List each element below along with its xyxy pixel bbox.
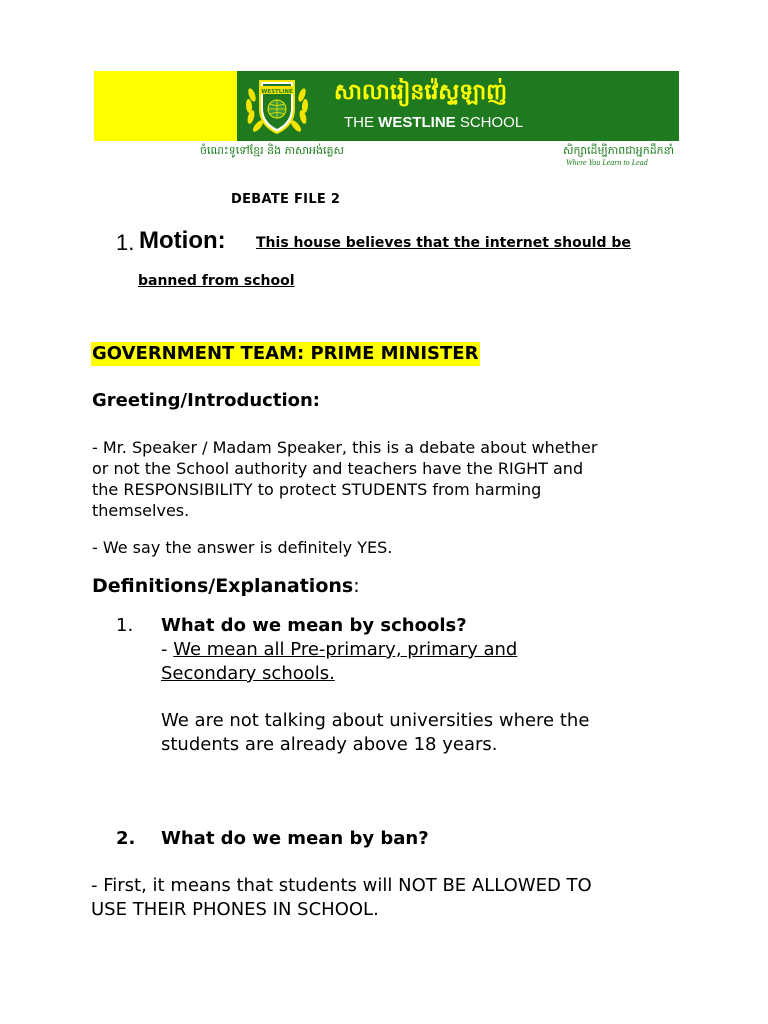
question-1-text: What do we mean by schools? <box>161 615 467 636</box>
greeting-line: - Mr. Speaker / Madam Speaker, this is a debate about whether <box>92 438 598 457</box>
greeting-line: or not the School authority and teachers have the RIGHT and <box>92 459 584 478</box>
definitions-heading-text: Definitions/Explanations <box>92 575 354 597</box>
header-yellow-block <box>94 71 237 141</box>
greeting-answer: - We say the answer is definitely YES. <box>92 538 393 557</box>
greeting-paragraph <box>92 437 597 521</box>
note-line-2: students are already above 18 years. <box>161 734 498 755</box>
debate-file-title: DEBATE FILE 2 <box>231 192 341 207</box>
school-name <box>344 114 523 132</box>
motion-text-line-1: This house believes that the internet should be <box>256 235 631 251</box>
crest-banner-text: WESTLINE <box>261 89 293 95</box>
ban-paragraph <box>91 874 592 922</box>
greeting-line: the RESPONSIBILITY to protect STUDENTS from harming <box>92 480 542 499</box>
motion-text-line-2: banned from school <box>138 273 295 289</box>
school-crest-logo <box>238 73 316 139</box>
motion-label: Motion: <box>139 227 226 254</box>
school-name-bold: WESTLINE <box>378 114 456 131</box>
definitions-heading-colon: : <box>353 575 360 597</box>
note-line-1: We are not talking about universities where the <box>161 710 590 731</box>
khmer-slogan: សិក្សាដើម្បីភាពជាអ្នកដឹកនាំ <box>563 144 675 157</box>
greeting-heading: Greeting/Introduction: <box>92 390 320 411</box>
question-2-number: 2. <box>116 828 136 849</box>
ban-line: USE THEIR PHONES IN SCHOOL. <box>91 899 379 920</box>
question-1-note <box>161 709 589 757</box>
government-team-heading: GOVERNMENT TEAM: PRIME MINISTER <box>92 343 479 364</box>
question-1-answer <box>161 638 517 686</box>
greeting-line: themselves. <box>92 501 190 520</box>
school-name-suffix: SCHOOL <box>455 114 524 131</box>
ban-line: - First, it means that students will NOT BE ALLOWED TO <box>91 875 592 896</box>
school-name-prefix: THE <box>344 114 379 131</box>
answer-dash: - <box>161 639 174 660</box>
answer-line-1: We mean all Pre-primary, primary and <box>173 639 518 660</box>
answer-line-2: Secondary schools. <box>161 663 335 684</box>
definitions-heading <box>92 573 360 599</box>
khmer-motto: ចំណេះទូទៅខ្មែរ និង ភាសាអង់គ្លេស <box>200 144 344 157</box>
question-1-number: 1. <box>116 615 134 636</box>
motion-number: 1. <box>116 230 135 255</box>
english-slogan: Where You Learn to Lead <box>566 158 648 167</box>
question-2-text: What do we mean by ban? <box>161 828 429 849</box>
khmer-school-title: សាលារៀនវ៉េស្ទឡាញ់ <box>334 80 508 105</box>
